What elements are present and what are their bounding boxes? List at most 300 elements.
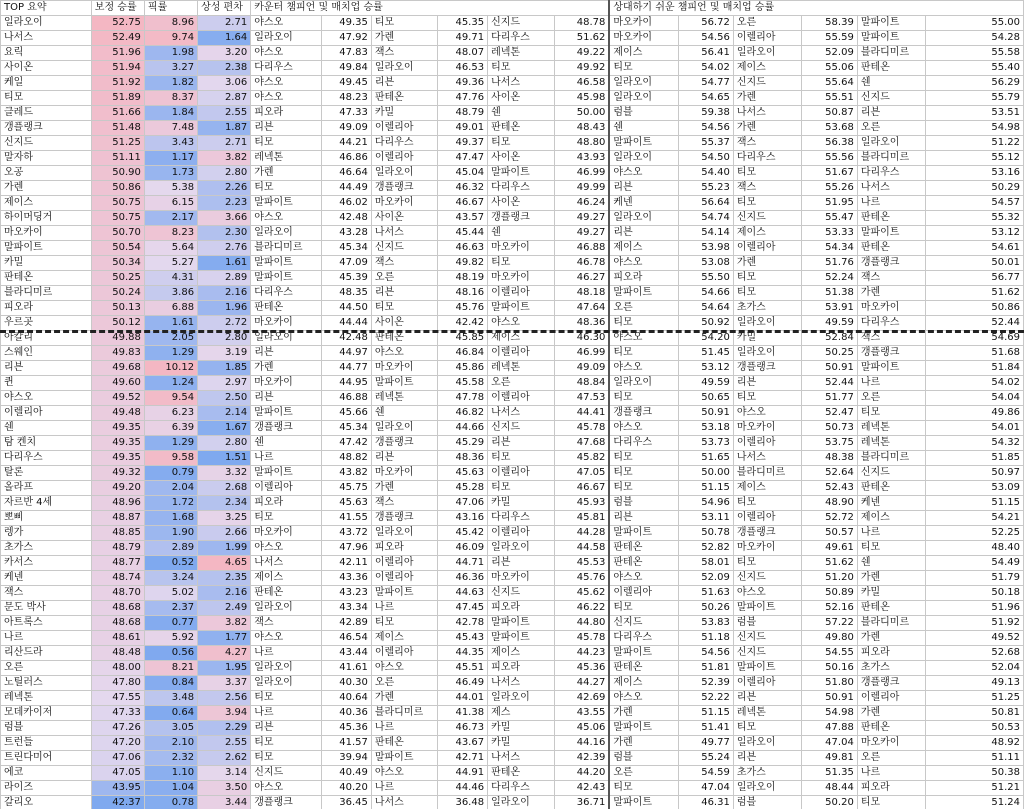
- easy-2-winrate[interactable]: 55.47: [802, 211, 857, 226]
- easy-3-winrate[interactable]: 50.81: [926, 706, 1024, 721]
- counter-1-winrate[interactable]: 45.36: [322, 721, 372, 736]
- easy-1-winrate[interactable]: 46.31: [678, 796, 733, 809]
- counter-1-winrate[interactable]: 45.34: [322, 241, 372, 256]
- easy-3-name[interactable]: 오른: [857, 121, 926, 136]
- easy-2-winrate[interactable]: 53.68: [802, 121, 857, 136]
- counter-2-winrate[interactable]: 46.49: [438, 676, 488, 691]
- counter-1-name[interactable]: 가렌: [251, 361, 322, 376]
- counter-1-winrate[interactable]: 43.44: [322, 646, 372, 661]
- easy-2-name[interactable]: 리븐: [733, 691, 802, 706]
- counter-2-name[interactable]: 잭스: [371, 496, 437, 511]
- easy-3-winrate[interactable]: 50.97: [926, 466, 1024, 481]
- counter-3-name[interactable]: 사이온: [488, 91, 554, 106]
- easy-3-name[interactable]: 쉔: [857, 76, 926, 91]
- counter-3-winrate[interactable]: 46.24: [554, 196, 609, 211]
- easy-3-name[interactable]: 말파이트: [857, 226, 926, 241]
- easy-3-winrate[interactable]: 54.49: [926, 556, 1024, 571]
- pick-rate[interactable]: 5.64: [144, 241, 197, 256]
- easy-2-winrate[interactable]: 49.80: [802, 631, 857, 646]
- easy-1-name[interactable]: 럼블: [609, 496, 678, 511]
- matchup-deviation[interactable]: 1.51: [198, 451, 251, 466]
- counter-1-name[interactable]: 피오라: [251, 106, 322, 121]
- champion-name[interactable]: 리산드라: [1, 646, 92, 661]
- counter-3-name[interactable]: 일라오이: [488, 796, 554, 809]
- win-rate[interactable]: 49.32: [91, 466, 144, 481]
- matchup-deviation[interactable]: 2.49: [198, 601, 251, 616]
- counter-2-name[interactable]: 오른: [371, 271, 437, 286]
- pick-rate[interactable]: 1.68: [144, 511, 197, 526]
- easy-2-winrate[interactable]: 54.34: [802, 241, 857, 256]
- easy-2-name[interactable]: 초가스: [733, 766, 802, 781]
- counter-2-winrate[interactable]: 45.51: [438, 661, 488, 676]
- easy-1-winrate[interactable]: 50.26: [678, 601, 733, 616]
- counter-1-winrate[interactable]: 46.64: [322, 166, 372, 181]
- easy-1-winrate[interactable]: 53.12: [678, 361, 733, 376]
- easy-1-name[interactable]: 판테온: [609, 661, 678, 676]
- counter-2-name[interactable]: 제이스: [371, 631, 437, 646]
- win-rate[interactable]: 50.25: [91, 271, 144, 286]
- easy-3-name[interactable]: 판테온: [857, 211, 926, 226]
- counter-1-name[interactable]: 리븐: [251, 121, 322, 136]
- easy-2-name[interactable]: 티모: [733, 496, 802, 511]
- counter-1-name[interactable]: 나르: [251, 646, 322, 661]
- counter-3-winrate[interactable]: 45.82: [554, 451, 609, 466]
- easy-3-name[interactable]: 말파이트: [857, 16, 926, 31]
- easy-1-winrate[interactable]: 53.98: [678, 241, 733, 256]
- easy-2-winrate[interactable]: 53.33: [802, 226, 857, 241]
- easy-1-winrate[interactable]: 54.02: [678, 61, 733, 76]
- counter-2-winrate[interactable]: 49.71: [438, 31, 488, 46]
- champion-name[interactable]: 아칼리: [1, 331, 92, 346]
- pick-rate[interactable]: 10.12: [144, 361, 197, 376]
- easy-1-winrate[interactable]: 55.23: [678, 181, 733, 196]
- counter-3-name[interactable]: 야스오: [488, 316, 554, 331]
- counter-1-name[interactable]: 피오라: [251, 496, 322, 511]
- counter-1-name[interactable]: 잭스: [251, 616, 322, 631]
- easy-2-winrate[interactable]: 50.91: [802, 691, 857, 706]
- easy-1-winrate[interactable]: 51.63: [678, 586, 733, 601]
- win-rate[interactable]: 47.20: [91, 736, 144, 751]
- counter-2-name[interactable]: 나서스: [371, 796, 437, 809]
- counter-1-winrate[interactable]: 45.39: [322, 271, 372, 286]
- counter-1-name[interactable]: 말파이트: [251, 271, 322, 286]
- counter-3-winrate[interactable]: 45.06: [554, 721, 609, 736]
- easy-3-winrate[interactable]: 54.32: [926, 436, 1024, 451]
- win-rate[interactable]: 48.70: [91, 586, 144, 601]
- counter-1-name[interactable]: 마오카이: [251, 316, 322, 331]
- counter-1-winrate[interactable]: 45.63: [322, 496, 372, 511]
- easy-1-winrate[interactable]: 54.59: [678, 766, 733, 781]
- win-rate[interactable]: 50.34: [91, 256, 144, 271]
- champion-name[interactable]: 갈리오: [1, 796, 92, 809]
- matchup-deviation[interactable]: 2.26: [198, 181, 251, 196]
- champion-name[interactable]: 하이머딩거: [1, 211, 92, 226]
- champion-name[interactable]: 우르곳: [1, 316, 92, 331]
- counter-3-name[interactable]: 티모: [488, 481, 554, 496]
- counter-2-name[interactable]: 일라오이: [371, 61, 437, 76]
- counter-3-winrate[interactable]: 44.20: [554, 766, 609, 781]
- easy-1-name[interactable]: 오른: [609, 301, 678, 316]
- easy-2-winrate[interactable]: 56.38: [802, 136, 857, 151]
- easy-1-name[interactable]: 야스오: [609, 331, 678, 346]
- counter-1-name[interactable]: 티모: [251, 751, 322, 766]
- counter-3-winrate[interactable]: 50.00: [554, 106, 609, 121]
- easy-2-winrate[interactable]: 52.84: [802, 331, 857, 346]
- counter-1-winrate[interactable]: 44.44: [322, 316, 372, 331]
- easy-2-name[interactable]: 가렌: [733, 91, 802, 106]
- easy-1-name[interactable]: 말파이트: [609, 646, 678, 661]
- easy-3-winrate[interactable]: 51.92: [926, 616, 1024, 631]
- counter-1-winrate[interactable]: 41.57: [322, 736, 372, 751]
- counter-3-winrate[interactable]: 44.58: [554, 541, 609, 556]
- counter-2-winrate[interactable]: 48.07: [438, 46, 488, 61]
- champion-name[interactable]: 다리우스: [1, 451, 92, 466]
- pick-rate[interactable]: 7.48: [144, 121, 197, 136]
- counter-2-winrate[interactable]: 44.63: [438, 586, 488, 601]
- counter-3-name[interactable]: 이렐리아: [488, 391, 554, 406]
- counter-1-name[interactable]: 판테온: [251, 301, 322, 316]
- easy-3-winrate[interactable]: 53.51: [926, 106, 1024, 121]
- pick-rate[interactable]: 6.88: [144, 301, 197, 316]
- easy-1-name[interactable]: 다리우스: [609, 631, 678, 646]
- counter-3-winrate[interactable]: 45.81: [554, 511, 609, 526]
- matchup-deviation[interactable]: 1.96: [198, 301, 251, 316]
- counter-2-winrate[interactable]: 45.28: [438, 481, 488, 496]
- easy-3-winrate[interactable]: 48.40: [926, 541, 1024, 556]
- easy-2-name[interactable]: 일라오이: [733, 736, 802, 751]
- easy-3-name[interactable]: 블라디미르: [857, 151, 926, 166]
- easy-3-winrate[interactable]: 54.28: [926, 31, 1024, 46]
- easy-2-winrate[interactable]: 54.98: [802, 706, 857, 721]
- counter-3-winrate[interactable]: 46.30: [554, 331, 609, 346]
- easy-3-name[interactable]: 쉔: [857, 556, 926, 571]
- champion-name[interactable]: 카밀: [1, 256, 92, 271]
- easy-1-winrate[interactable]: 51.18: [678, 631, 733, 646]
- win-rate[interactable]: 48.00: [91, 661, 144, 676]
- counter-1-winrate[interactable]: 49.09: [322, 121, 372, 136]
- easy-3-winrate[interactable]: 55.79: [926, 91, 1024, 106]
- win-rate[interactable]: 49.60: [91, 376, 144, 391]
- counter-3-name[interactable]: 마오카이: [488, 271, 554, 286]
- easy-1-name[interactable]: 가렌: [609, 736, 678, 751]
- counter-1-name[interactable]: 야스오: [251, 541, 322, 556]
- counter-3-name[interactable]: 마오카이: [488, 571, 554, 586]
- easy-1-name[interactable]: 말파이트: [609, 526, 678, 541]
- matchup-deviation[interactable]: 2.34: [198, 496, 251, 511]
- counter-3-winrate[interactable]: 44.28: [554, 526, 609, 541]
- pick-rate[interactable]: 1.84: [144, 106, 197, 121]
- easy-3-name[interactable]: 다리우스: [857, 316, 926, 331]
- champion-name[interactable]: 노틸러스: [1, 676, 92, 691]
- easy-2-name[interactable]: 갱플랭크: [733, 361, 802, 376]
- matchup-deviation[interactable]: 1.64: [198, 31, 251, 46]
- easy-3-name[interactable]: 잭스: [857, 271, 926, 286]
- counter-2-name[interactable]: 리븐: [371, 286, 437, 301]
- matchup-deviation[interactable]: 3.32: [198, 466, 251, 481]
- counter-1-name[interactable]: 리븐: [251, 391, 322, 406]
- matchup-deviation[interactable]: 2.68: [198, 481, 251, 496]
- counter-1-winrate[interactable]: 49.35: [322, 16, 372, 31]
- win-rate[interactable]: 49.52: [91, 391, 144, 406]
- champion-name[interactable]: 모데카이저: [1, 706, 92, 721]
- counter-3-name[interactable]: 티모: [488, 451, 554, 466]
- counter-1-winrate[interactable]: 41.61: [322, 661, 372, 676]
- win-rate[interactable]: 49.88: [91, 331, 144, 346]
- easy-1-name[interactable]: 말파이트: [609, 796, 678, 809]
- champion-name[interactable]: 에코: [1, 766, 92, 781]
- counter-2-winrate[interactable]: 45.35: [438, 16, 488, 31]
- counter-1-winrate[interactable]: 45.66: [322, 406, 372, 421]
- easy-1-winrate[interactable]: 54.56: [678, 646, 733, 661]
- win-rate[interactable]: 47.80: [91, 676, 144, 691]
- counter-3-winrate[interactable]: 43.55: [554, 706, 609, 721]
- counter-3-name[interactable]: 쉔: [488, 226, 554, 241]
- counter-3-winrate[interactable]: 44.27: [554, 676, 609, 691]
- easy-3-winrate[interactable]: 54.21: [926, 511, 1024, 526]
- counter-1-name[interactable]: 말파이트: [251, 196, 322, 211]
- counter-3-winrate[interactable]: 49.27: [554, 226, 609, 241]
- counter-2-name[interactable]: 가렌: [371, 691, 437, 706]
- counter-1-winrate[interactable]: 49.45: [322, 76, 372, 91]
- easy-2-winrate[interactable]: 49.61: [802, 541, 857, 556]
- matchup-deviation[interactable]: 2.89: [198, 271, 251, 286]
- counter-2-winrate[interactable]: 48.16: [438, 286, 488, 301]
- champion-name[interactable]: 잭스: [1, 586, 92, 601]
- easy-3-winrate[interactable]: 49.86: [926, 406, 1024, 421]
- easy-1-winrate[interactable]: 56.64: [678, 196, 733, 211]
- matchup-deviation[interactable]: 2.50: [198, 391, 251, 406]
- easy-2-winrate[interactable]: 54.55: [802, 646, 857, 661]
- easy-1-winrate[interactable]: 51.65: [678, 451, 733, 466]
- counter-3-name[interactable]: 제이스: [488, 331, 554, 346]
- easy-1-name[interactable]: 일라오이: [609, 211, 678, 226]
- easy-2-name[interactable]: 일라오이: [733, 46, 802, 61]
- easy-1-winrate[interactable]: 52.22: [678, 691, 733, 706]
- easy-1-name[interactable]: 럼블: [609, 751, 678, 766]
- counter-3-winrate[interactable]: 43.93: [554, 151, 609, 166]
- easy-1-name[interactable]: 야스오: [609, 256, 678, 271]
- counter-3-winrate[interactable]: 46.58: [554, 76, 609, 91]
- counter-3-winrate[interactable]: 49.09: [554, 361, 609, 376]
- counter-2-name[interactable]: 레넥톤: [371, 391, 437, 406]
- easy-1-name[interactable]: 티모: [609, 61, 678, 76]
- win-rate[interactable]: 48.48: [91, 646, 144, 661]
- easy-2-winrate[interactable]: 55.56: [802, 151, 857, 166]
- easy-1-name[interactable]: 피오라: [609, 271, 678, 286]
- pick-rate[interactable]: 8.37: [144, 91, 197, 106]
- counter-2-name[interactable]: 리븐: [371, 76, 437, 91]
- easy-1-name[interactable]: 티모: [609, 601, 678, 616]
- easy-3-winrate[interactable]: 53.12: [926, 226, 1024, 241]
- counter-2-winrate[interactable]: 46.53: [438, 61, 488, 76]
- counter-2-winrate[interactable]: 48.19: [438, 271, 488, 286]
- counter-3-winrate[interactable]: 46.78: [554, 256, 609, 271]
- pick-rate[interactable]: 2.17: [144, 211, 197, 226]
- champion-name[interactable]: 말파이트: [1, 241, 92, 256]
- counter-3-winrate[interactable]: 46.27: [554, 271, 609, 286]
- easy-1-name[interactable]: 제이스: [609, 241, 678, 256]
- matchup-deviation[interactable]: 2.80: [198, 331, 251, 346]
- counter-1-winrate[interactable]: 43.23: [322, 586, 372, 601]
- easy-2-name[interactable]: 레넥톤: [733, 706, 802, 721]
- counter-3-name[interactable]: 일라오이: [488, 541, 554, 556]
- easy-1-winrate[interactable]: 53.83: [678, 616, 733, 631]
- win-rate[interactable]: 51.48: [91, 121, 144, 136]
- easy-3-winrate[interactable]: 56.29: [926, 76, 1024, 91]
- counter-3-name[interactable]: 카밀: [488, 736, 554, 751]
- easy-1-winrate[interactable]: 54.65: [678, 91, 733, 106]
- counter-1-winrate[interactable]: 44.49: [322, 181, 372, 196]
- easy-1-name[interactable]: 야스오: [609, 571, 678, 586]
- easy-2-name[interactable]: 마오카이: [733, 541, 802, 556]
- win-rate[interactable]: 48.74: [91, 571, 144, 586]
- counter-1-name[interactable]: 티모: [251, 736, 322, 751]
- counter-2-name[interactable]: 마오카이: [371, 196, 437, 211]
- easy-3-winrate[interactable]: 49.52: [926, 631, 1024, 646]
- easy-1-winrate[interactable]: 55.24: [678, 751, 733, 766]
- counter-3-winrate[interactable]: 42.39: [554, 751, 609, 766]
- counter-3-name[interactable]: 티모: [488, 136, 554, 151]
- win-rate[interactable]: 52.49: [91, 31, 144, 46]
- easy-1-winrate[interactable]: 54.64: [678, 301, 733, 316]
- counter-1-name[interactable]: 신지드: [251, 766, 322, 781]
- counter-3-winrate[interactable]: 36.71: [554, 796, 609, 809]
- matchup-deviation[interactable]: 2.38: [198, 61, 251, 76]
- easy-3-winrate[interactable]: 50.38: [926, 766, 1024, 781]
- counter-3-name[interactable]: 다리우스: [488, 181, 554, 196]
- counter-2-name[interactable]: 판테온: [371, 736, 437, 751]
- easy-1-winrate[interactable]: 50.92: [678, 316, 733, 331]
- easy-3-winrate[interactable]: 55.12: [926, 151, 1024, 166]
- easy-1-name[interactable]: 제이스: [609, 676, 678, 691]
- counter-1-winrate[interactable]: 45.34: [322, 421, 372, 436]
- counter-1-name[interactable]: 야스오: [251, 211, 322, 226]
- easy-1-winrate[interactable]: 54.14: [678, 226, 733, 241]
- counter-2-name[interactable]: 이렐리아: [371, 646, 437, 661]
- matchup-deviation[interactable]: 3.82: [198, 616, 251, 631]
- easy-3-name[interactable]: 갱플랭크: [857, 256, 926, 271]
- easy-2-winrate[interactable]: 51.38: [802, 286, 857, 301]
- counter-2-winrate[interactable]: 44.01: [438, 691, 488, 706]
- easy-2-winrate[interactable]: 52.09: [802, 46, 857, 61]
- easy-1-winrate[interactable]: 52.82: [678, 541, 733, 556]
- easy-2-name[interactable]: 말파이트: [733, 661, 802, 676]
- counter-1-name[interactable]: 일라오이: [251, 661, 322, 676]
- counter-1-winrate[interactable]: 43.72: [322, 526, 372, 541]
- easy-2-name[interactable]: 나서스: [733, 106, 802, 121]
- counter-3-winrate[interactable]: 42.43: [554, 781, 609, 796]
- easy-3-name[interactable]: 판테온: [857, 721, 926, 736]
- counter-2-name[interactable]: 이렐리아: [371, 121, 437, 136]
- counter-3-winrate[interactable]: 45.78: [554, 421, 609, 436]
- easy-1-winrate[interactable]: 54.40: [678, 166, 733, 181]
- easy-3-winrate[interactable]: 52.68: [926, 646, 1024, 661]
- counter-3-winrate[interactable]: 45.76: [554, 571, 609, 586]
- matchup-deviation[interactable]: 2.55: [198, 106, 251, 121]
- counter-3-name[interactable]: 말파이트: [488, 631, 554, 646]
- matchup-deviation[interactable]: 2.29: [198, 721, 251, 736]
- easy-1-name[interactable]: 일라오이: [609, 91, 678, 106]
- win-rate[interactable]: 50.70: [91, 226, 144, 241]
- counter-2-name[interactable]: 신지드: [371, 241, 437, 256]
- easy-2-name[interactable]: 제이스: [733, 61, 802, 76]
- easy-3-winrate[interactable]: 52.25: [926, 526, 1024, 541]
- easy-3-name[interactable]: 다리우스: [857, 166, 926, 181]
- matchup-deviation[interactable]: 3.20: [198, 46, 251, 61]
- easy-2-name[interactable]: 잭스: [733, 136, 802, 151]
- easy-2-winrate[interactable]: 58.39: [802, 16, 857, 31]
- counter-1-winrate[interactable]: 43.82: [322, 466, 372, 481]
- easy-3-winrate[interactable]: 51.62: [926, 286, 1024, 301]
- counter-2-winrate[interactable]: 44.35: [438, 646, 488, 661]
- counter-1-winrate[interactable]: 42.89: [322, 616, 372, 631]
- counter-1-winrate[interactable]: 47.09: [322, 256, 372, 271]
- easy-3-winrate[interactable]: 51.21: [926, 781, 1024, 796]
- easy-1-name[interactable]: 말파이트: [609, 721, 678, 736]
- win-rate[interactable]: 48.68: [91, 616, 144, 631]
- matchup-deviation[interactable]: 2.35: [198, 571, 251, 586]
- champion-name[interactable]: 스웨인: [1, 346, 92, 361]
- easy-2-winrate[interactable]: 57.22: [802, 616, 857, 631]
- win-rate[interactable]: 50.90: [91, 166, 144, 181]
- counter-2-winrate[interactable]: 44.66: [438, 421, 488, 436]
- easy-2-winrate[interactable]: 51.20: [802, 571, 857, 586]
- counter-1-winrate[interactable]: 44.97: [322, 346, 372, 361]
- easy-1-name[interactable]: 리븐: [609, 511, 678, 526]
- easy-3-name[interactable]: 티모: [857, 541, 926, 556]
- easy-2-winrate[interactable]: 52.72: [802, 511, 857, 526]
- win-rate[interactable]: 48.77: [91, 556, 144, 571]
- counter-1-name[interactable]: 야스오: [251, 631, 322, 646]
- counter-3-name[interactable]: 오른: [488, 376, 554, 391]
- easy-2-name[interactable]: 가렌: [733, 256, 802, 271]
- counter-1-name[interactable]: 블라디미르: [251, 241, 322, 256]
- win-rate[interactable]: 50.13: [91, 301, 144, 316]
- easy-3-name[interactable]: 블라디미르: [857, 46, 926, 61]
- counter-1-name[interactable]: 나르: [251, 706, 322, 721]
- counter-2-winrate[interactable]: 43.67: [438, 736, 488, 751]
- easy-3-winrate[interactable]: 48.92: [926, 736, 1024, 751]
- win-rate[interactable]: 50.75: [91, 196, 144, 211]
- counter-3-name[interactable]: 말파이트: [488, 616, 554, 631]
- counter-2-name[interactable]: 야스오: [371, 766, 437, 781]
- counter-3-winrate[interactable]: 48.78: [554, 16, 609, 31]
- counter-1-winrate[interactable]: 40.20: [322, 781, 372, 796]
- win-rate[interactable]: 43.95: [91, 781, 144, 796]
- counter-3-name[interactable]: 카밀: [488, 496, 554, 511]
- easy-1-name[interactable]: 케넨: [609, 196, 678, 211]
- easy-3-winrate[interactable]: 55.58: [926, 46, 1024, 61]
- champion-name[interactable]: 신지드: [1, 136, 92, 151]
- champion-name[interactable]: 말자하: [1, 151, 92, 166]
- counter-3-winrate[interactable]: 45.78: [554, 631, 609, 646]
- easy-3-name[interactable]: 리븐: [857, 106, 926, 121]
- counter-2-winrate[interactable]: 46.82: [438, 406, 488, 421]
- counter-2-winrate[interactable]: 47.78: [438, 391, 488, 406]
- counter-1-name[interactable]: 제이스: [251, 571, 322, 586]
- matchup-deviation[interactable]: 3.44: [198, 796, 251, 809]
- easy-2-name[interactable]: 이렐리아: [733, 31, 802, 46]
- counter-1-name[interactable]: 일라오이: [251, 331, 322, 346]
- easy-1-name[interactable]: 마오카이: [609, 31, 678, 46]
- counter-1-name[interactable]: 티모: [251, 511, 322, 526]
- counter-2-name[interactable]: 마오카이: [371, 466, 437, 481]
- easy-1-name[interactable]: 갱플랭크: [609, 406, 678, 421]
- counter-1-name[interactable]: 나르: [251, 451, 322, 466]
- champion-name[interactable]: 갱플랭크: [1, 121, 92, 136]
- counter-2-winrate[interactable]: 44.71: [438, 556, 488, 571]
- champion-name[interactable]: 카서스: [1, 556, 92, 571]
